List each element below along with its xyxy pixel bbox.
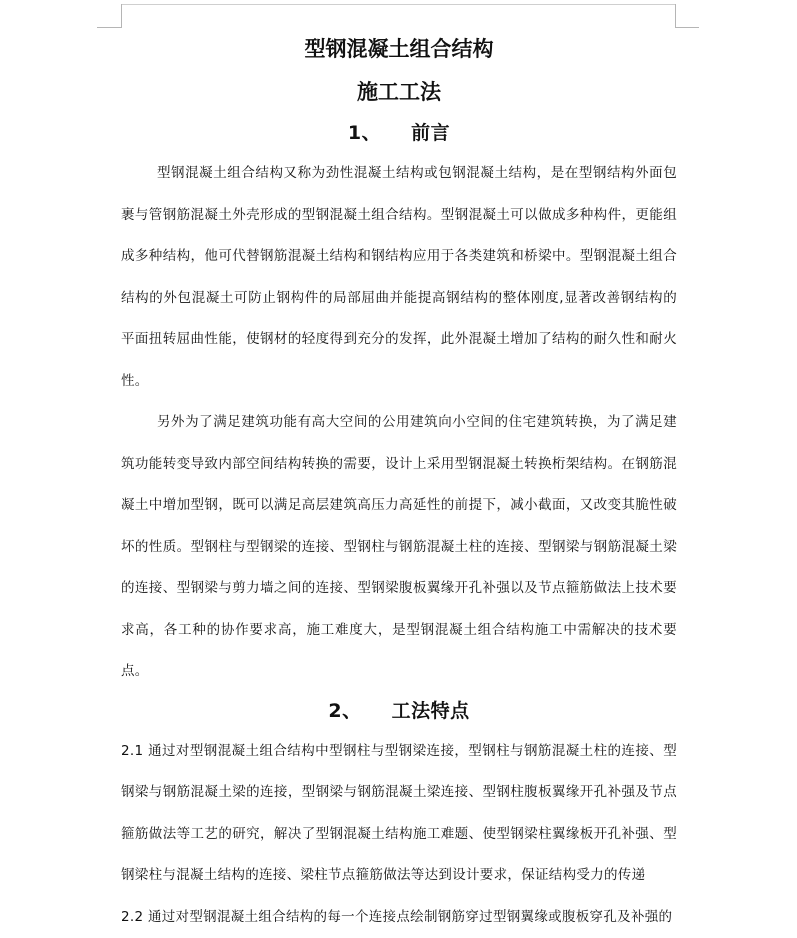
page-top-edge xyxy=(121,4,676,5)
margin-corner-mark-top-right xyxy=(675,27,699,28)
paragraph: 2.1 通过对型钢混凝土组合结构中型钢柱与型钢梁连接，型钢柱与钢筋混凝土柱的连接、型钢梁与钢筋混凝土梁的连接，型钢梁与钢筋混凝土梁连接、型钢柱腹板翼缘开孔补强及节点箍筋做法等工艺的研究，解决了型钢混凝土结构施工难题、使型钢梁柱翼缘板开孔补强、型钢梁柱与混凝土结构的连接、梁柱节点箍筋做法等达到设计要求，保证结构受力的传递 xyxy=(121,731,677,897)
section-heading xyxy=(121,697,677,725)
margin-corner-mark-top-left xyxy=(97,27,121,28)
section-heading xyxy=(121,119,677,147)
paragraph: 型钢混凝土组合结构又称为劲性混凝土结构或包钢混凝土结构，是在型钢结构外面包裹与管钢筋混凝土外壳形成的型钢混凝土组合结构。型钢混凝土可以做成多种构件，更能组成多种结构，他可代替钢筋混凝土结构和钢结构应用于各类建筑和桥梁中。型钢混凝土组合结构的外包混凝土可防止钢构件的局部屈曲并能提高钢结构的整体刚度,显著改善钢结构的平面扭转屈曲性能，使钢材的轻度得到充分的发挥，此外混凝土增加了结构的耐久性和耐火性。 xyxy=(121,153,677,402)
paragraph: 2.2 通过对型钢混凝土组合结构的每一个连接点绘制钢筋穿过型钢翼缘或腹板穿孔及补强的 xyxy=(121,897,677,938)
section-number: 1、 xyxy=(348,122,381,144)
document-title: 型钢混凝土组合结构 xyxy=(121,35,677,63)
section-number: 2、 xyxy=(328,700,361,722)
margin-corner-mark-top-left xyxy=(121,4,122,28)
document-subtitle: 施工工法 xyxy=(121,78,677,106)
document-body xyxy=(121,28,677,938)
section-title: 前言 xyxy=(411,122,450,144)
paragraph: 另外为了满足建筑功能有高大空间的公用建筑向小空间的住宅建筑转换，为了满足建筑功能转变导致内部空间结构转换的需要，设计上采用型钢混凝土转换桁架结构。在钢筋混凝土中增加型钢，既可以满足高层建筑高压力高延性的前提下，减小截面，又改变其脆性破坏的性质。型钢柱与型钢梁的连接、型钢柱与钢筋混凝土柱的连接、型钢梁与钢筋混凝土梁的连接、型钢梁与剪力墙之间的连接、型钢梁腹板翼缘开孔补强以及节点箍筋做法上技术要求高，各工种的协作要求高，施工难度大，是型钢混凝土组合结构施工中需解决的技术要点。 xyxy=(121,402,677,693)
section-title: 工法特点 xyxy=(392,700,470,722)
margin-corner-mark-top-right xyxy=(675,4,676,28)
